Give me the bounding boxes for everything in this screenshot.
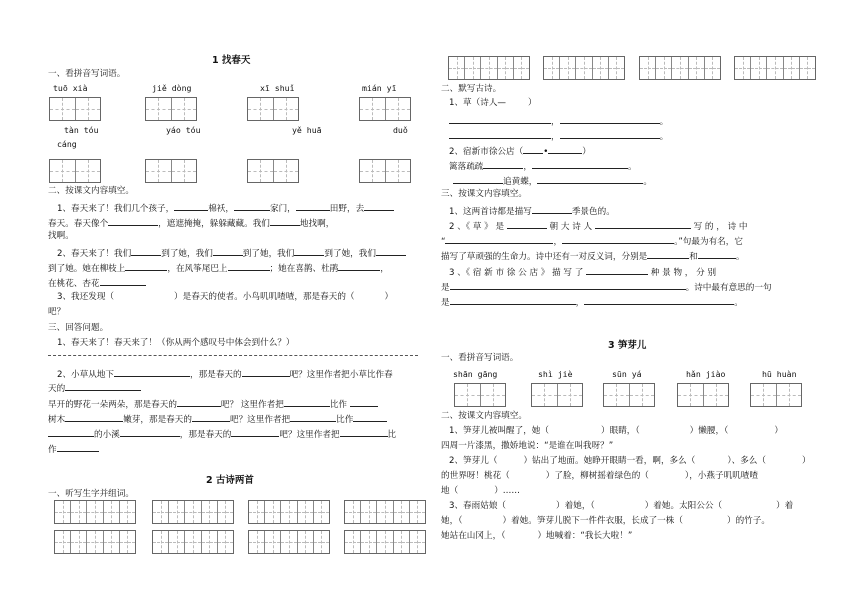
writing-grid[interactable] bbox=[344, 530, 426, 554]
fill-line: 2 、《 草 》 是 朝 大 诗 人 写 的 ， 诗 中 bbox=[449, 219, 748, 233]
writing-grid[interactable] bbox=[359, 159, 411, 183]
fill-line: 1、这两首诗都是描写 季景色的。 bbox=[449, 204, 615, 218]
section-heading: 三、回答问题。 bbox=[48, 323, 109, 333]
writing-grid[interactable] bbox=[603, 383, 655, 407]
section-heading: 一、听写生字并组词。 bbox=[48, 489, 134, 499]
pinyin-label: tàn tóu bbox=[64, 125, 99, 135]
poem-line: ， 。 bbox=[449, 114, 668, 128]
poem-line: 追黄蝶， 。 bbox=[453, 174, 652, 188]
pinyin-label: mián yī bbox=[362, 83, 397, 93]
fill-line: 在桃花、杏花 bbox=[48, 276, 146, 290]
writing-grid[interactable] bbox=[248, 500, 330, 524]
pinyin-label: shān gāng bbox=[453, 369, 498, 379]
fill-line: 她，（ ）着她。笋芽儿脱下一件件衣服，长成了一株（ ）的竹子。 bbox=[441, 516, 770, 526]
fill-line: 1、春天来了！我们几个孩子， 棉袄， 家门， 田野，去 bbox=[57, 201, 394, 215]
pinyin-label: jiě dòng bbox=[152, 83, 192, 93]
writing-grid[interactable] bbox=[639, 56, 721, 80]
writing-grid[interactable] bbox=[531, 383, 583, 407]
pinyin-label: cáng bbox=[57, 139, 77, 149]
fill-line: 她站在山冈上，（ ）地喊着：“我长大啦！” bbox=[441, 531, 633, 541]
fill-line: 找啊。 bbox=[48, 231, 74, 241]
fill-line: 3、我还发现（ ）是春天的使者。小鸟叽叽喳喳，那是春天的（ ） bbox=[57, 292, 394, 302]
poem-line: 篱落疏疏 ， 。 bbox=[449, 159, 637, 173]
fill-line: 描写了草顽强的生命力。诗中还有一对反义词，分别是 和 。 bbox=[441, 249, 744, 263]
fill-line: 四周一片漆黑，撒娇地说：“是谁在叫我呀？” bbox=[441, 441, 614, 451]
writing-grid[interactable] bbox=[359, 97, 411, 121]
fill-line: 天的 bbox=[48, 381, 141, 395]
writing-grid[interactable] bbox=[454, 383, 506, 407]
poem-line: 2、宿新市徐公店（ • ） bbox=[449, 144, 591, 158]
writing-grid[interactable] bbox=[448, 56, 530, 80]
lesson1-title: 1 找春天 bbox=[212, 55, 251, 66]
section-heading: 二、按课文内容填空。 bbox=[48, 186, 134, 196]
fill-line: 春天。春天像个 ，遮遮掩掩，躲躲藏藏。我们 地找啊， bbox=[48, 216, 334, 230]
fill-line: 作 bbox=[48, 442, 99, 456]
fill-line: 是 ， 。 bbox=[441, 295, 743, 309]
pinyin-label: hū huàn bbox=[762, 369, 797, 379]
writing-grid[interactable] bbox=[145, 97, 197, 121]
pinyin-label: yě huā bbox=[292, 125, 322, 135]
fill-line: 的世界呀！桃花（ ）了脸，柳树摇着绿色的（ ），小燕子叽叽喳喳 bbox=[441, 471, 758, 481]
section-heading: 三、按课文内容填空。 bbox=[441, 189, 527, 199]
poem-line: ， 。 bbox=[449, 129, 668, 143]
fill-line: 是 。诗中最有意思的一句 bbox=[441, 280, 772, 294]
writing-grid[interactable] bbox=[248, 530, 330, 554]
fill-line: 树木 嫩芽，那是春天的 吧？这里作者把 比作 bbox=[48, 412, 387, 426]
fill-line: 2、小草从地下 ，那是春天的 吧？这里作者把小草比作春 bbox=[57, 367, 393, 381]
writing-grid[interactable] bbox=[677, 383, 729, 407]
writing-grid[interactable] bbox=[734, 56, 816, 80]
writing-grid[interactable] bbox=[54, 530, 136, 554]
pinyin-label: sūn yá bbox=[612, 369, 642, 379]
writing-grid[interactable] bbox=[152, 500, 234, 524]
fill-line: 的小溪 ，那是春天的 吧？这里作者把 比 bbox=[48, 427, 396, 441]
fill-line: 3、春雨姑娘（ ）着她，（ ）着她。太阳公公（ ）着 bbox=[449, 501, 794, 511]
writing-grid[interactable] bbox=[152, 530, 234, 554]
pinyin-label: tuō xià bbox=[53, 83, 88, 93]
writing-grid[interactable] bbox=[247, 97, 299, 121]
answer-line[interactable] bbox=[48, 355, 418, 356]
section-heading: 二、按课文内容填空。 bbox=[441, 411, 527, 421]
section-heading: 一、看拼音写词语。 bbox=[441, 353, 519, 363]
writing-grid[interactable] bbox=[145, 159, 197, 183]
section-heading: 一、看拼音写词语。 bbox=[48, 69, 126, 79]
fill-line: “ ， 。”句最为有名，它 bbox=[441, 234, 743, 248]
fill-line: 到了她。她在柳枝上 ，在风筝尾巴上 ；她在喜鹊、杜鹃 ， bbox=[48, 261, 389, 275]
lesson3-title: 3 笋芽儿 bbox=[608, 340, 647, 351]
fill-line: 早开的野花一朵两朵，那是春天的 吧？ 这里作者把 比作 bbox=[48, 397, 378, 411]
lesson2-title: 2 古诗两首 bbox=[206, 475, 254, 486]
poem-line: 1、草（诗人— ） bbox=[449, 98, 537, 108]
pinyin-label: xī shuǐ bbox=[260, 83, 295, 93]
fill-line: 3 、《 宿 新 市 徐 公 店 》 描 写 了 种 景 物 ， 分 别 bbox=[449, 265, 716, 279]
fill-line: 吧？ bbox=[48, 307, 66, 317]
question-text: 1、春天来了！春天来了！（你从两个感叹号中体会到什么？） bbox=[57, 338, 295, 348]
fill-line: 地（ ）…… bbox=[441, 486, 520, 496]
writing-grid[interactable] bbox=[247, 159, 299, 183]
pinyin-label: shì jiè bbox=[538, 369, 573, 379]
fill-line: 2、春天来了！我们 到了她，我们 到了她，我们 到了她，我们 bbox=[57, 246, 406, 260]
fill-line: 2、笋芽儿（ ）钻出了地面。她睁开眼睛一看，啊，多么（ ）、多么（ ） bbox=[449, 456, 811, 466]
fill-line: 1、笋芽儿被叫醒了，她（ ）眼睛，（ ）懒腰，（ ） bbox=[449, 426, 783, 436]
section-heading: 二、默写古诗。 bbox=[441, 84, 502, 94]
pinyin-label: hǎn jiào bbox=[686, 369, 726, 379]
pinyin-label: duǒ bbox=[393, 125, 408, 135]
writing-grid[interactable] bbox=[543, 56, 625, 80]
writing-grid[interactable] bbox=[344, 500, 426, 524]
writing-grid[interactable] bbox=[49, 159, 101, 183]
writing-grid[interactable] bbox=[54, 500, 136, 524]
pinyin-label: yáo tóu bbox=[166, 125, 201, 135]
writing-grid[interactable] bbox=[750, 383, 802, 407]
writing-grid[interactable] bbox=[49, 97, 101, 121]
